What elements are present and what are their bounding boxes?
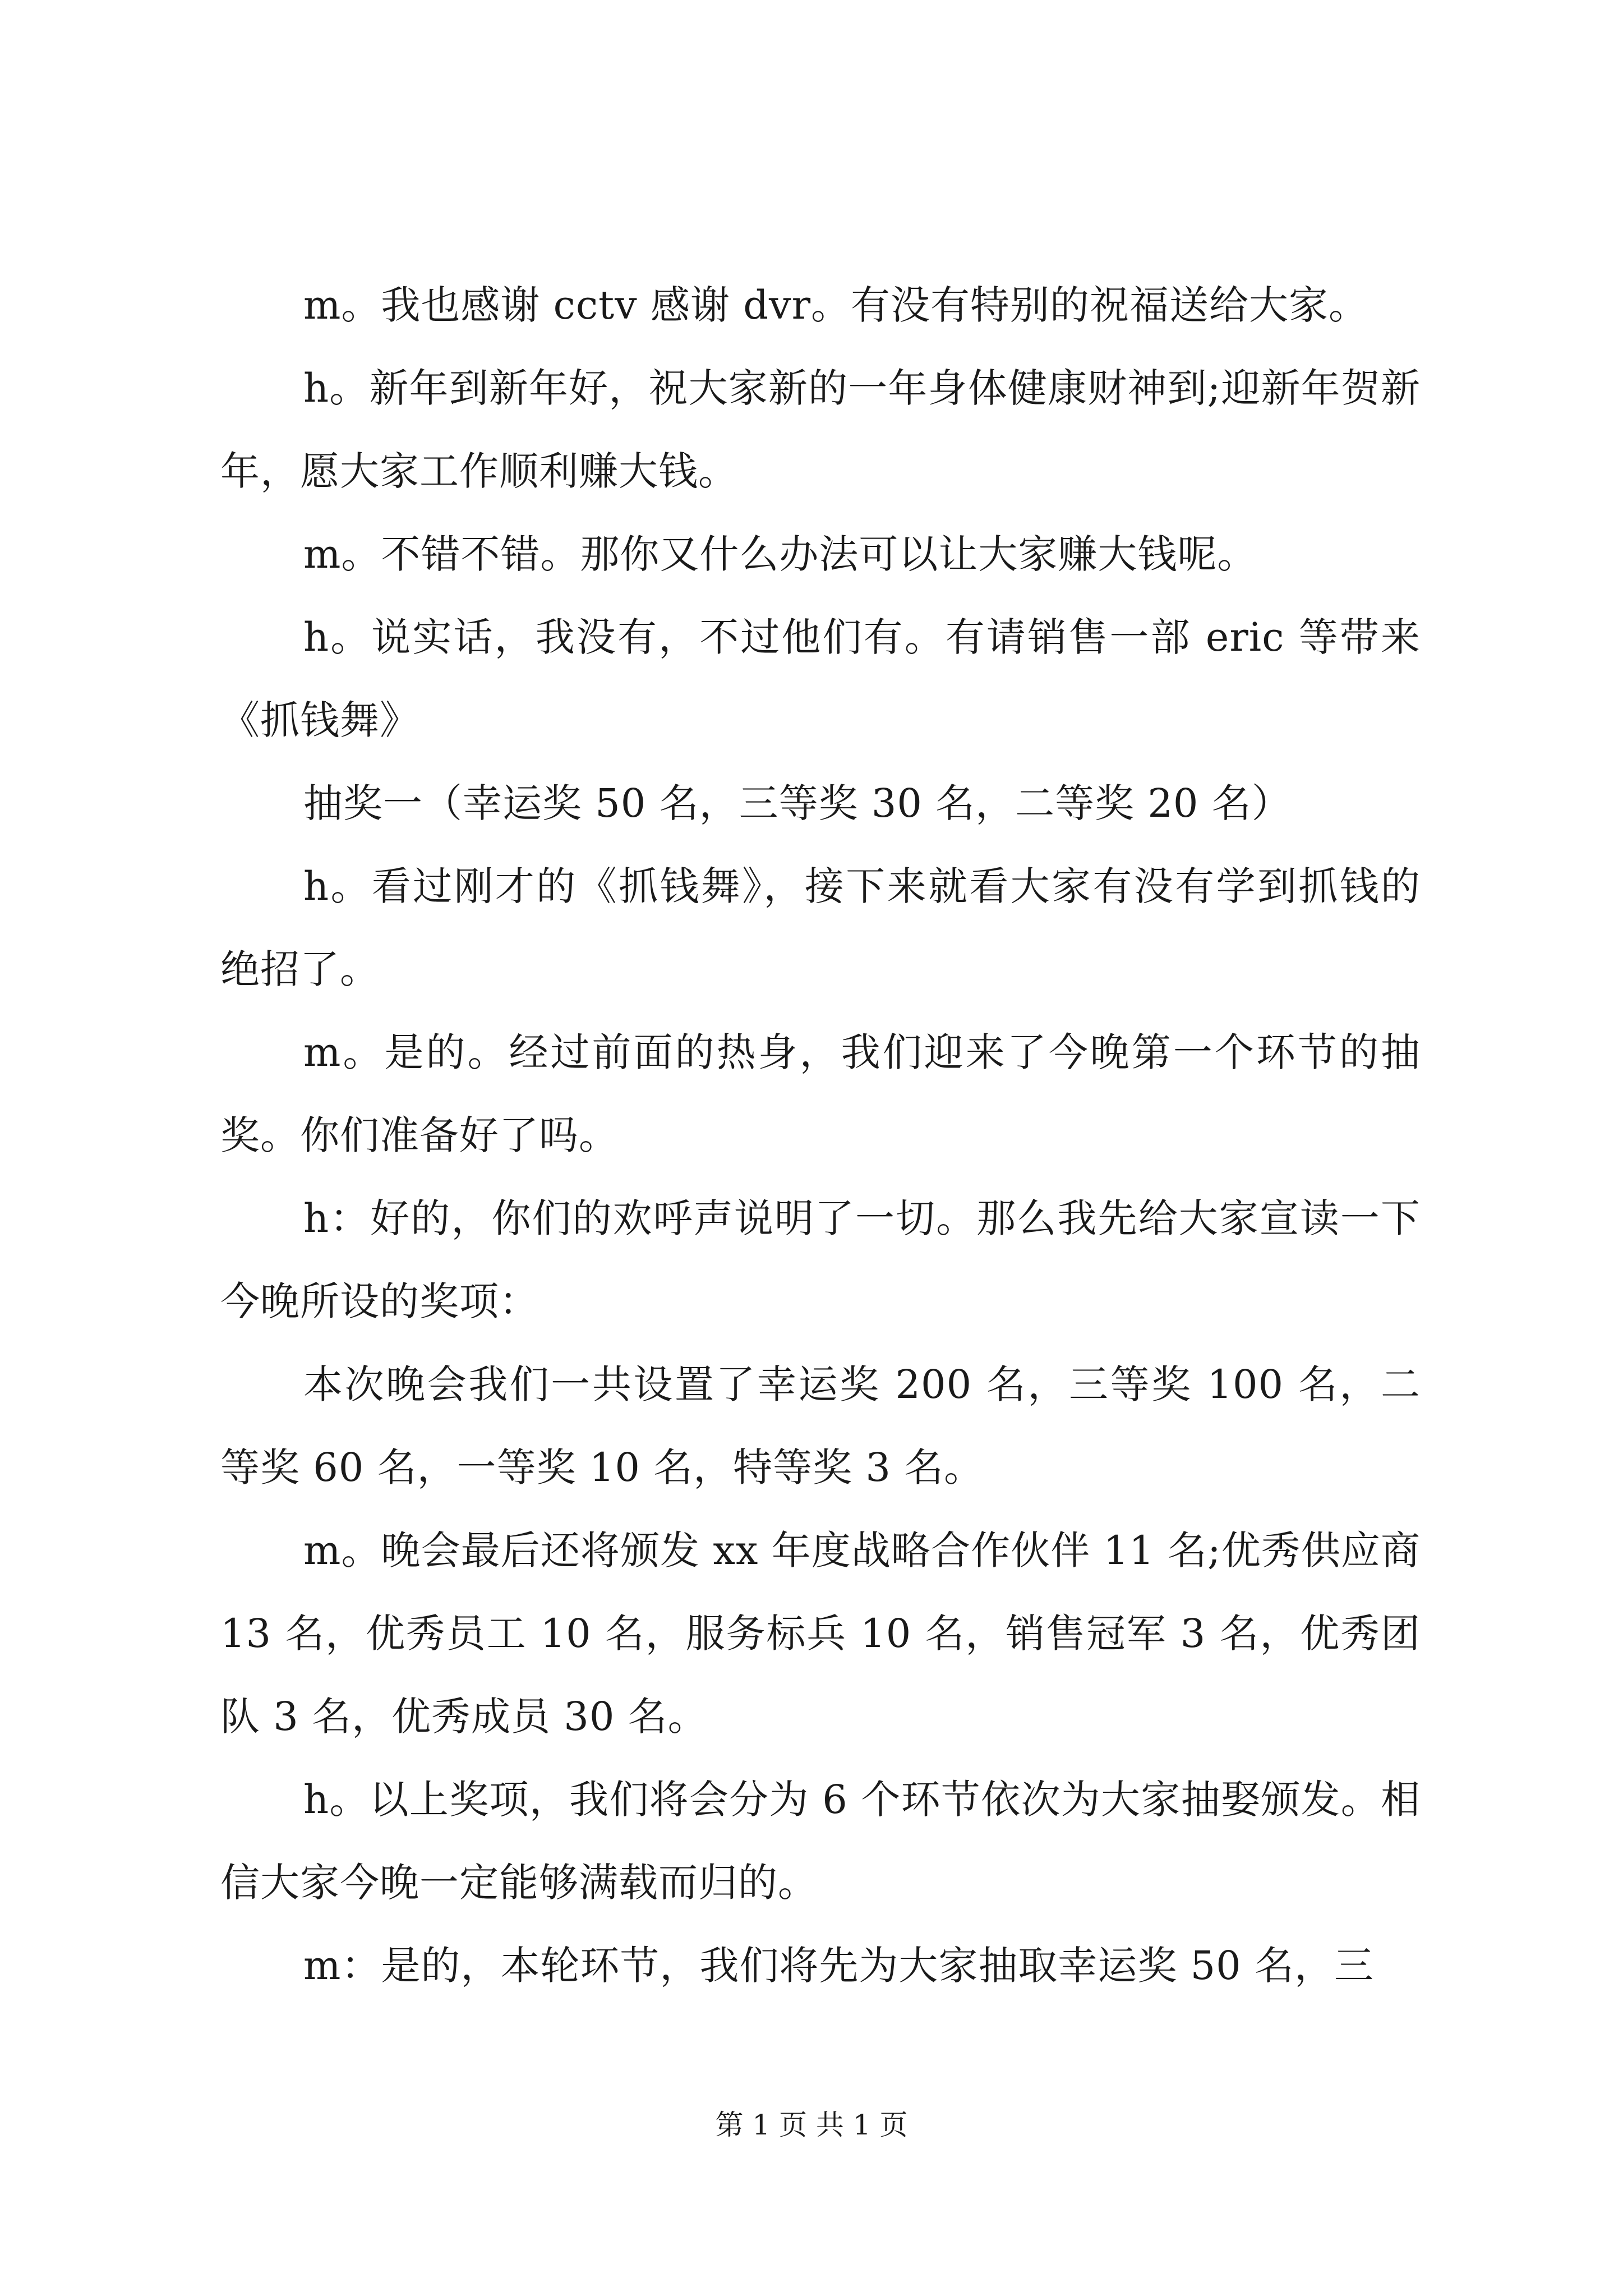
paragraph-7: m。是的。经过前面的热身，我们迎来了今晚第一个环节的抽奖。你们准备好了吗。 (220, 1029, 1421, 1158)
paragraph-11: h。以上奖项，我们将会分为 6 个环节依次为大家抽娶颁发。相信大家今晚一定能够满载而归的。 (220, 1777, 1421, 1906)
document-body (220, 264, 1421, 2007)
paragraph-5: 抽奖一（幸运奖 50 名，三等奖 30 名，二等奖 20 名） (303, 780, 1292, 826)
page-footer: 第 1 页 共 1 页 (715, 2109, 908, 2141)
paragraph-1: m。我也感谢 cctv 感谢 dvr。有没有特别的祝福送给大家。 (303, 282, 1369, 328)
paragraph-3: m。不错不错。那你又什么办法可以让大家赚大钱呢。 (303, 531, 1257, 577)
paragraph-4: h。说实话，我没有，不过他们有。有请销售一部 eric 等带来《抓钱舞》 (220, 614, 1421, 743)
paragraph-6: h。看过刚才的《抓钱舞》，接下来就看大家有没有学到抓钱的绝招了。 (220, 863, 1421, 992)
paragraph-12: m：是的，本轮环节，我们将先为大家抽取幸运奖 50 名，三 (303, 1943, 1374, 1989)
paragraph-10: m。晚会最后还将颁发 xx 年度战略合作伙伴 11 名;优秀供应商 13 名，优秀员工 10 名，服务标兵 10 名，销售冠军 3 名，优秀团队 3 名，优秀成员 30 名。 (220, 1527, 1421, 1740)
paragraph-8: h：好的，你们的欢呼声说明了一切。那么我先给大家宣读一下今晚所设的奖项： (220, 1195, 1421, 1324)
paragraph-9: 本次晚会我们一共设置了幸运奖 200 名，三等奖 100 名，二等奖 60 名，一等奖 10 名，特等奖 3 名。 (220, 1361, 1421, 1490)
paragraph-2: h。新年到新年好，祝大家新的一年身体健康财神到;迎新年贺新年，愿大家工作顺利赚大钱。 (220, 365, 1421, 494)
